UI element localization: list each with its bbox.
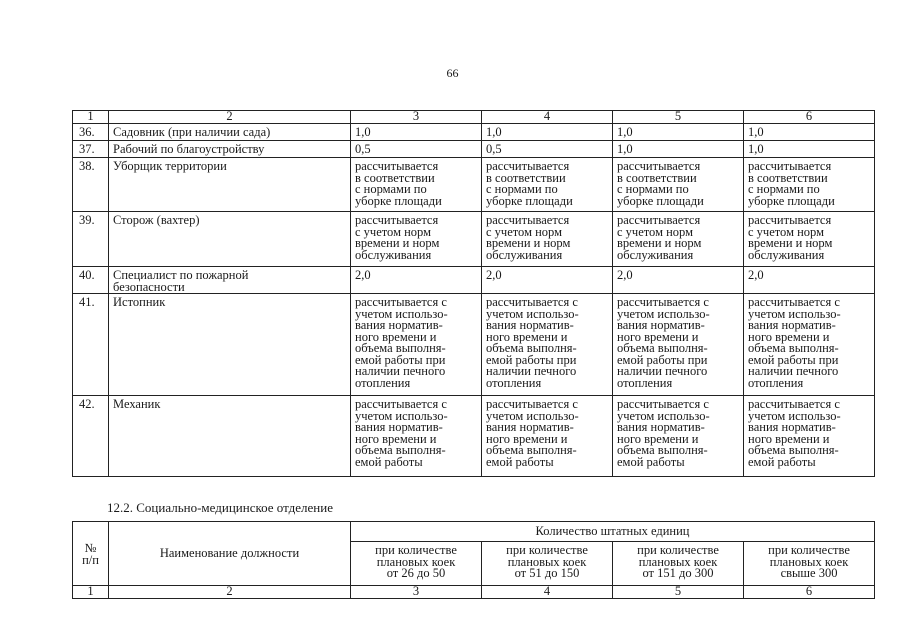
staff-value: рассчитывается в соответствии с нормами по уборке площади (482, 158, 613, 212)
section-title: 12.2. Социально-медицинское отделение (107, 500, 333, 515)
table-row (73, 294, 875, 396)
staff-value: 2,0 (613, 267, 744, 294)
staff-value: рассчитывается с учетом использо- вания норматив- ного времени и объема выполня- емой работы (744, 396, 875, 477)
staff-value: 1,0 (613, 124, 744, 141)
table-row (73, 267, 875, 294)
staff-value: рассчитывается с учетом использо- вания норматив- ного времени и объема выполня- емой работы при наличии печного отопления (482, 294, 613, 396)
column-number: 5 (613, 586, 744, 599)
position-name: Уборщик территории (109, 158, 351, 212)
row-number: 36. (73, 124, 109, 141)
column-number: 4 (482, 586, 613, 599)
row-number: 38. (73, 158, 109, 212)
position-name: Рабочий по благоустройству (109, 141, 351, 158)
position-name: Садовник (при наличии сада) (109, 124, 351, 141)
table-row (73, 158, 875, 212)
column-number: 2 (109, 111, 351, 124)
staff-value: 1,0 (613, 141, 744, 158)
position-name-header: Наименование должности (109, 522, 351, 586)
staff-value: рассчитывается с учетом использо- вания норматив- ного времени и объема выполня- емой работы при наличии печного отопления (613, 294, 744, 396)
column-number: 2 (109, 586, 351, 599)
staff-value: 2,0 (482, 267, 613, 294)
staff-value: рассчитывается с учетом норм времени и норм обслуживания (351, 212, 482, 267)
column-number: 4 (482, 111, 613, 124)
beds-range-header: при количестве плановых коек от 51 до 150 (482, 542, 613, 586)
position-name: Сторож (вахтер) (109, 212, 351, 267)
row-number: 37. (73, 141, 109, 158)
column-number: 5 (613, 111, 744, 124)
column-number: 1 (73, 111, 109, 124)
staff-value: рассчитывается в соответствии с нормами по уборке площади (613, 158, 744, 212)
staff-value: рассчитывается в соответствии с нормами по уборке площади (744, 158, 875, 212)
position-name: Истопник (109, 294, 351, 396)
beds-range-header: при количестве плановых коек от 151 до 300 (613, 542, 744, 586)
staff-value: рассчитывается с учетом использо- вания норматив- ного времени и объема выполня- емой работы (351, 396, 482, 477)
table-row (73, 124, 875, 141)
position-name: Механик (109, 396, 351, 477)
column-number-header: № п/п (73, 522, 109, 586)
column-number: 6 (744, 586, 875, 599)
page-number: 66 (446, 66, 459, 80)
staff-value: рассчитывается с учетом норм времени и норм обслуживания (482, 212, 613, 267)
staff-value: рассчитывается с учетом норм времени и норм обслуживания (744, 212, 875, 267)
column-number: 6 (744, 111, 875, 124)
staff-value: рассчитывается с учетом использо- вания норматив- ного времени и объема выполня- емой работы при наличии печного отопления (351, 294, 482, 396)
beds-range-header: при количестве плановых коек свыше 300 (744, 542, 875, 586)
staff-value: рассчитывается с учетом использо- вания норматив- ного времени и объема выполня- емой работы (613, 396, 744, 477)
column-number: 3 (351, 586, 482, 599)
staff-value: 1,0 (744, 124, 875, 141)
row-number: 40. (73, 267, 109, 294)
position-name: Специалист по пожарной безопасности (109, 267, 351, 294)
staff-value: рассчитывается с учетом использо- вания норматив- ного времени и объема выполня- емой работы (482, 396, 613, 477)
beds-range-header: при количестве плановых коек от 26 до 50 (351, 542, 482, 586)
row-number: 41. (73, 294, 109, 396)
staffing-table-continued (72, 110, 875, 477)
column-number: 3 (351, 111, 482, 124)
medical-department-table (72, 521, 875, 599)
staff-value: 0,5 (482, 141, 613, 158)
table-row (73, 141, 875, 158)
staff-value: 2,0 (744, 267, 875, 294)
staff-value: 2,0 (351, 267, 482, 294)
staff-value: рассчитывается в соответствии с нормами по уборке площади (351, 158, 482, 212)
staff-value: рассчитывается с учетом использо- вания норматив- ного времени и объема выполня- емой работы при наличии печного отопления (744, 294, 875, 396)
column-number: 1 (73, 586, 109, 599)
staff-units-header: Количество штатных единиц (351, 522, 875, 542)
staff-value: 1,0 (351, 124, 482, 141)
staff-value: 0,5 (351, 141, 482, 158)
staff-value: 1,0 (482, 124, 613, 141)
column-numbering-row (73, 586, 875, 599)
row-number: 39. (73, 212, 109, 267)
column-numbering-row (73, 111, 875, 124)
staff-value: 1,0 (744, 141, 875, 158)
table-row (73, 212, 875, 267)
table-row (73, 396, 875, 477)
row-number: 42. (73, 396, 109, 477)
staff-value: рассчитывается с учетом норм времени и норм обслуживания (613, 212, 744, 267)
